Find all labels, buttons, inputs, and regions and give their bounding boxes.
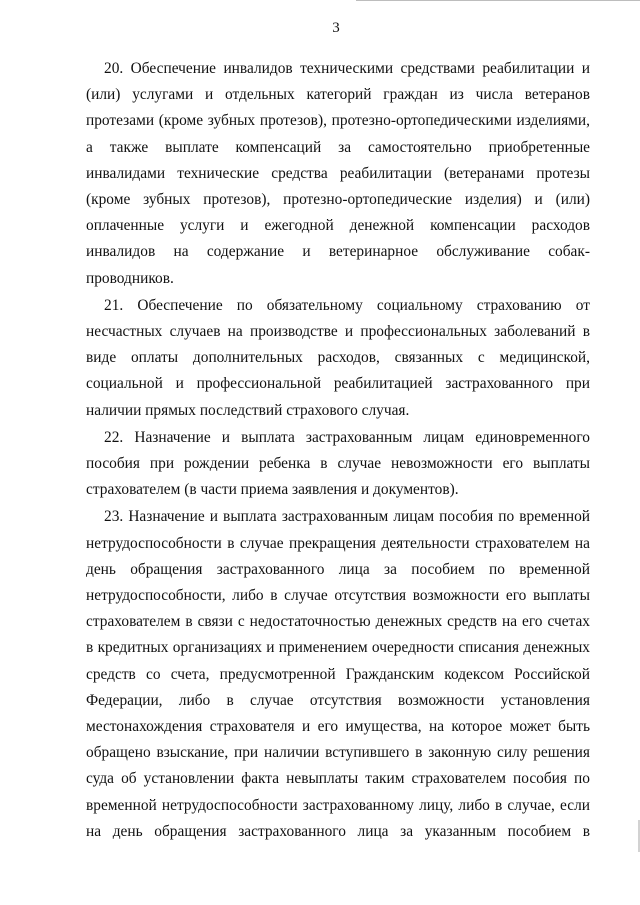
paragraph-23: 23. Назначение и выплата застрахованным лицам пособия по временной нетрудоспособности в случае прекращения деятельности страхователем на день обращения застрахованного лица за пособием по временной нетрудоспособности, либо в случае отсутствия возможности его выплаты страхователем в связи с недостаточностью денежных средств на его счетах в кредитных организациях и применением очередности списания денежных средств со счета, предусмотренной Гражданским кодексом Российской Федерации, либо в случае отсутствия возможности установления местонахождения страхователя и его имущества, на которое может быть обращено взыскание, при наличии вступившего в законную силу решения суда об установлении факта невыплаты таким страхователем пособия по временной нетрудоспособности застрахованному лицу, либо в случае, если на день обращения застрахованного лица за указанным пособием в [86,508,590,840]
document-body [86,56,590,846]
paragraph-21: 21. Обеспечение по обязательному социальному страхованию от несчастных случаев на производстве и профессиональных заболеваний в виде оплаты дополнительных расходов, связанных с медицинской, социальной и профессиональной реабилитацией застрахованного при наличии прямых последствий страхового случая. [86,296,590,419]
paragraph-20: 20. Обеспечение инвалидов техническими средствами реабилитации и (или) услугами и отдельных категорий граждан из числа ветеранов протезами (кроме зубных протезов), протезно-ортопедическими изделиями, а также выплате компенсаций за самостоятельно приобретенные инвалидами технические средства реабилитации (ветеранами протезы (кроме зубных протезов), протезно-ортопедические изделия) и (или) оплаченные услуги и ежегодной денежной компенсации расходов инвалидов на содержание и ветеринарное обслуживание собак-проводников. [86,60,590,287]
page-number: 3 [332,20,340,36]
top-border-line [356,0,640,1]
paragraph-22: 22. Назначение и выплата застрахованным лицам единовременного пособия при рождении ребенка в случае невозможности его выплаты страхователем (в части приема заявления и документов). [86,428,590,499]
